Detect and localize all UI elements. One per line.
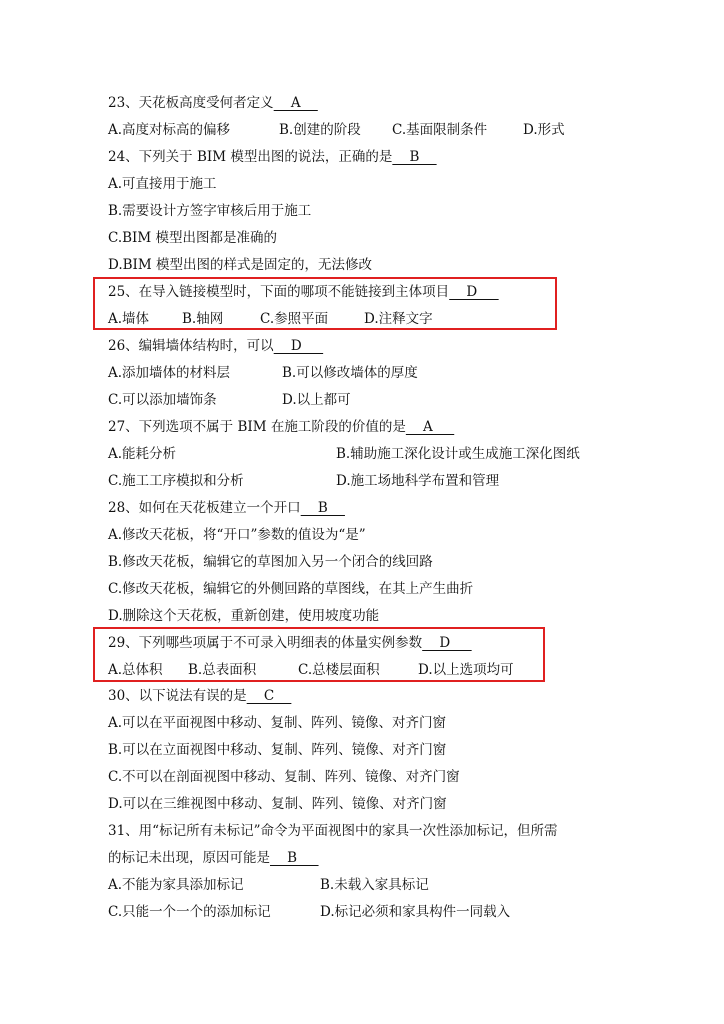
- option: D.以上都可: [282, 392, 351, 408]
- option: B.可以修改墙体的厚度: [282, 365, 418, 381]
- option: D.删除这个天花板，重新创建，使用坡度功能: [108, 608, 380, 624]
- option: C.总楼层面积: [298, 662, 380, 678]
- answer-blank: C: [246, 688, 292, 704]
- answer-blank: A: [405, 419, 455, 435]
- question-stem: 28、如何在天花板建立一个开口 B: [108, 500, 345, 516]
- option: B.需要设计方签字审核后用于施工: [108, 203, 312, 219]
- option: C.基面限制条件: [392, 122, 488, 138]
- option: B.总表面积: [188, 662, 257, 678]
- option: B.可以在立面视图中移动、复制、阵列、镜像、对齐门窗: [108, 742, 447, 758]
- question-stem: 23、天花板高度受何者定义 A: [108, 95, 318, 111]
- option: B.修改天花板，编辑它的草图加入另一个闭合的线回路: [108, 554, 433, 570]
- option: A.高度对标高的偏移: [108, 122, 231, 138]
- option: B.创建的阶段: [279, 122, 361, 138]
- option: D.BIM 模型出图的样式是固定的，无法修改: [108, 257, 373, 273]
- option: A.可以在平面视图中移动、复制、阵列、镜像、对齐门窗: [108, 715, 447, 731]
- option: B.未载入家具标记: [320, 877, 429, 893]
- option: A.不能为家具添加标记: [108, 877, 244, 893]
- answer-blank: B: [270, 850, 319, 866]
- option: A.墙体: [108, 311, 150, 327]
- option: A.可直接用于施工: [108, 176, 217, 192]
- option: D.可以在三维视图中移动、复制、阵列、镜像、对齐门窗: [108, 796, 447, 812]
- option: C.施工工序模拟和分析: [108, 473, 244, 489]
- option: C.BIM 模型出图都是准确的: [108, 230, 278, 246]
- option: B.辅助施工深化设计或生成施工深化图纸: [336, 446, 580, 462]
- question-stem: 30、以下说法有误的是 C: [108, 688, 292, 704]
- answer-blank: D: [273, 338, 324, 354]
- question-stem: 29、下列哪些项属于不可录入明细表的体量实例参数 D: [108, 635, 472, 651]
- question-stem-cont: 的标记未出现，原因可能是 B: [108, 850, 319, 866]
- option: C.不可以在剖面视图中移动、复制、阵列、镜像、对齐门窗: [108, 769, 460, 785]
- answer-blank: B: [392, 149, 437, 165]
- answer-blank: A: [273, 95, 318, 111]
- answer-blank: B: [300, 500, 345, 516]
- option: B.轴网: [182, 311, 224, 327]
- option: C.参照平面: [260, 311, 329, 327]
- question-stem: 24、下列关于 BIM 模型出图的说法，正确的是 B: [108, 149, 437, 165]
- option: C.只能一个一个的添加标记: [108, 904, 271, 920]
- option: D.形式: [523, 122, 565, 138]
- option: D.注释文字: [364, 311, 433, 327]
- answer-blank: D: [449, 284, 499, 300]
- question-stem: 25、在导入链接模型时，下面的哪项不能链接到主体项目 D: [108, 284, 499, 300]
- option: C.可以添加墙饰条: [108, 392, 217, 408]
- option: A.总体积: [108, 662, 163, 678]
- answer-blank: D: [422, 635, 472, 651]
- option: D.以上选项均可: [418, 662, 514, 678]
- question-stem: 26、编辑墙体结构时，可以 D: [108, 338, 324, 354]
- option: A.修改天花板，将“开口”参数的值设为“是”: [108, 527, 366, 543]
- option: C.修改天花板，编辑它的外侧回路的草图线，在其上产生曲折: [108, 581, 474, 597]
- option: D.标记必须和家具构件一同载入: [320, 904, 511, 920]
- option: A.能耗分析: [108, 446, 177, 462]
- option: A.添加墙体的材料层: [108, 365, 231, 381]
- option: D.施工场地科学布置和管理: [336, 473, 500, 489]
- question-stem: 27、下列选项不属于 BIM 在施工阶段的价值的是 A: [108, 419, 455, 435]
- question-stem: 31、用“标记所有未标记”命令为平面视图中的家具一次性添加标记，但所需: [108, 823, 558, 839]
